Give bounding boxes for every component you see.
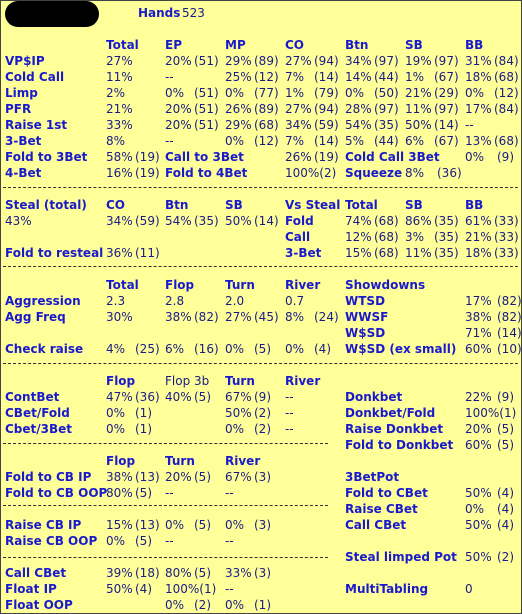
stat-value: 15% <box>106 518 133 532</box>
stat-count: (89) <box>254 102 279 116</box>
column-header: Total <box>106 278 139 292</box>
stat-value: 21% <box>106 102 133 116</box>
stat-value: 8% <box>106 134 126 148</box>
column-header: CO <box>285 38 305 52</box>
row-label: Vs Steal <box>285 198 341 212</box>
stat-count: (1) <box>254 598 271 612</box>
stat-count: (44) <box>374 134 399 148</box>
column-header: Btn <box>345 38 369 52</box>
stat-value: 0% <box>106 534 126 548</box>
stat-count: (1) <box>135 406 152 420</box>
stat-count: (3) <box>254 470 271 484</box>
column-header: River <box>225 454 261 468</box>
stat-count: (2) <box>194 598 211 612</box>
stat-value: 2.3 <box>106 294 126 308</box>
column-header: BB <box>465 38 484 52</box>
row-label: Call <box>285 230 311 244</box>
column-header: CO <box>106 198 126 212</box>
stat-value: 18% <box>465 70 492 84</box>
stat-value: 20% <box>165 102 192 116</box>
stat-count: (82) <box>497 294 522 308</box>
stat-value: 0% <box>165 598 185 612</box>
stat-value: 12% <box>345 230 372 244</box>
column-header: BB <box>465 198 484 212</box>
stat-count: (68) <box>494 134 519 148</box>
stat-count: (35) <box>194 214 219 228</box>
stat-count: (9) <box>254 390 271 404</box>
stat-value: 1% <box>405 70 425 84</box>
stat-count: (4) <box>135 582 152 596</box>
stat-value: 7% <box>285 134 305 148</box>
stat-value: 0% <box>285 342 305 356</box>
row-label: Donkbet <box>345 390 403 404</box>
row-label: Raise 1st <box>5 118 68 132</box>
stat-count: (11) <box>135 246 160 260</box>
stat-value: 20% <box>165 118 192 132</box>
stat-count: (12) <box>494 86 519 100</box>
stat-value: 86% <box>405 214 432 228</box>
stat-count: (68) <box>374 214 399 228</box>
stat-value: 0% <box>225 422 245 436</box>
stat-value: 2.0 <box>225 294 245 308</box>
stat-count: (4) <box>497 518 514 532</box>
stat-count: (50) <box>374 86 399 100</box>
stat-value: 74% <box>345 214 372 228</box>
stat-value: 0% <box>106 406 126 420</box>
row-label: WWSF <box>345 310 389 324</box>
stat-count: (97) <box>374 54 399 68</box>
stat-value: 17% <box>465 102 492 116</box>
stat-value: 27% <box>225 310 252 324</box>
stat-count: (4) <box>497 486 514 500</box>
stat-count: (2) <box>254 406 271 420</box>
stat-value: 80% <box>165 566 192 580</box>
stat-value: 61% <box>465 214 492 228</box>
stat-value: -- <box>165 134 174 148</box>
stat-count: (14) <box>314 70 339 84</box>
stat-count: (33) <box>494 246 519 260</box>
stat-count: (68) <box>254 118 279 132</box>
stat-value: 100%(1) <box>165 582 217 596</box>
stat-count: (5) <box>135 534 152 548</box>
stat-value: -- <box>225 486 234 500</box>
row-label: Call CBet <box>345 518 407 532</box>
stat-count: (68) <box>374 246 399 260</box>
stat-count: (5) <box>254 342 271 356</box>
stat-value: 40% <box>165 390 192 404</box>
stat-value: 29% <box>225 118 252 132</box>
column-header: Flop <box>106 374 136 388</box>
row-label: 4-Bet <box>5 166 42 180</box>
stat-value: 11% <box>405 102 432 116</box>
stat-value: 26% <box>285 150 312 164</box>
stat-count: (44) <box>374 70 399 84</box>
stat-count: (35) <box>374 118 399 132</box>
row-label: WTSD <box>345 294 386 308</box>
divider <box>3 557 328 558</box>
stat-value: 38% <box>465 310 492 324</box>
row-label: Steal limped Pot <box>345 550 457 564</box>
stat-count: (84) <box>494 54 519 68</box>
stat-value: -- <box>285 422 294 436</box>
stat-value: -- <box>225 582 234 596</box>
stat-value: 31% <box>465 54 492 68</box>
stat-value: 18% <box>465 246 492 260</box>
row-label: MultiTabling <box>345 582 429 596</box>
row-label: Squeeze <box>345 166 403 180</box>
stat-count: (89) <box>254 54 279 68</box>
stat-count: (9) <box>497 390 514 404</box>
stat-count: (3) <box>254 566 271 580</box>
stat-count: (19) <box>135 150 160 164</box>
section-title: Showdowns <box>345 278 426 292</box>
stat-value: 0% <box>465 150 485 164</box>
column-header: Total <box>106 38 139 52</box>
stat-value: 50% <box>405 118 432 132</box>
stat-value: 0 <box>465 582 473 596</box>
stat-value: 47% <box>106 390 133 404</box>
stat-value: 20% <box>165 470 192 484</box>
stat-value: 50% <box>225 214 252 228</box>
stat-value: 7% <box>285 70 305 84</box>
stat-count: (25) <box>135 342 160 356</box>
stat-value: 20% <box>165 54 192 68</box>
stat-value: -- <box>165 70 174 84</box>
stat-count: (68) <box>494 70 519 84</box>
stat-count: (5) <box>194 470 211 484</box>
stat-count: (97) <box>434 102 459 116</box>
stat-value: 27% <box>285 102 312 116</box>
stat-count: (5) <box>194 390 211 404</box>
stat-value: 5% <box>345 134 365 148</box>
stat-value: 0% <box>225 134 245 148</box>
stat-count: (12) <box>254 134 279 148</box>
stat-count: (45) <box>254 310 279 324</box>
stat-value: 50% <box>106 582 133 596</box>
stat-value: -- <box>465 118 474 132</box>
stat-count: (33) <box>494 214 519 228</box>
divider <box>3 505 328 506</box>
row-label: Fold to CBet <box>345 486 428 500</box>
row-label: Aggression <box>5 294 81 308</box>
stat-value: 26% <box>225 102 252 116</box>
row-label: Fold to resteal <box>5 246 104 260</box>
stat-value: 71% <box>465 326 492 340</box>
stat-value: 4% <box>106 342 126 356</box>
stat-count: (51) <box>194 102 219 116</box>
stat-value: 0% <box>106 422 126 436</box>
stat-count: (5) <box>194 518 211 532</box>
row-label: Steal (total) <box>5 198 87 212</box>
row-label: CBet/Fold <box>5 406 70 420</box>
stat-value: 34% <box>345 54 372 68</box>
row-label: Fold to CB IP <box>5 470 92 484</box>
stat-count: (5) <box>497 438 514 452</box>
divider <box>3 363 518 364</box>
stat-count: (84) <box>494 102 519 116</box>
stat-count: (97) <box>374 102 399 116</box>
row-label: Cbet/3Bet <box>5 422 73 436</box>
column-header: MP <box>225 38 246 52</box>
stat-value: 2% <box>106 86 126 100</box>
stat-value: 25% <box>225 70 252 84</box>
stat-value: 0% <box>225 342 245 356</box>
column-header: Flop <box>165 278 195 292</box>
row-label: Agg Freq <box>5 310 66 324</box>
stat-count: (68) <box>374 230 399 244</box>
column-header: Total <box>345 198 378 212</box>
row-label: PFR <box>5 102 32 116</box>
stat-value: 6% <box>165 342 185 356</box>
stat-value: -- <box>165 534 174 548</box>
stat-value: 100%(2) <box>285 166 337 180</box>
stat-count: (67) <box>434 70 459 84</box>
stat-value: 30% <box>106 310 133 324</box>
stat-value: 43% <box>5 214 32 228</box>
stat-value: 0% <box>465 86 485 100</box>
row-label: Float IP <box>5 582 57 596</box>
stat-count: (9) <box>497 150 514 164</box>
stat-count: (35) <box>434 246 459 260</box>
stat-count: (97) <box>434 54 459 68</box>
row-label: Call to 3Bet <box>165 150 244 164</box>
hands-label: Hands <box>138 6 181 20</box>
stat-value: -- <box>285 406 294 420</box>
stat-value: 8% <box>405 166 425 180</box>
stat-value: 0.7 <box>285 294 305 308</box>
stat-value: 34% <box>106 214 133 228</box>
stat-count: (59) <box>135 214 160 228</box>
stat-count: (77) <box>254 86 279 100</box>
stat-count: (2) <box>254 422 271 436</box>
stat-count: (13) <box>135 518 160 532</box>
stat-count: (19) <box>314 150 339 164</box>
stat-count: (5) <box>497 422 514 436</box>
stat-count: (51) <box>194 54 219 68</box>
row-label: Fold to Donkbet <box>345 438 454 452</box>
stat-count: (5) <box>194 566 211 580</box>
stat-count: (82) <box>194 310 219 324</box>
stat-value: 67% <box>225 390 252 404</box>
column-header: Turn <box>225 278 255 292</box>
stat-value: 39% <box>106 566 133 580</box>
column-header: Turn <box>165 454 195 468</box>
stat-count: (14) <box>254 214 279 228</box>
row-label: Check raise <box>5 342 84 356</box>
row-label: W$SD (ex small) <box>345 342 457 356</box>
stat-value: 6% <box>405 134 425 148</box>
player-name-redacted <box>5 1 99 27</box>
row-label: Float OOP <box>5 598 73 612</box>
row-label: Cold Call <box>5 70 65 84</box>
stat-value: -- <box>285 390 294 404</box>
stat-value: 54% <box>345 118 372 132</box>
row-label: Raise CB OOP <box>5 534 98 548</box>
column-header: Flop 3b <box>165 374 210 388</box>
stat-value: -- <box>165 486 174 500</box>
stat-count: (14) <box>314 134 339 148</box>
stat-value: 0% <box>225 598 245 612</box>
stat-value: 20% <box>465 422 492 436</box>
stat-value: 2.8 <box>165 294 185 308</box>
row-label: Fold to 3Bet <box>5 150 88 164</box>
column-header: EP <box>165 38 182 52</box>
stat-count: (33) <box>494 230 519 244</box>
stat-count: (12) <box>254 70 279 84</box>
stat-value: 1% <box>285 86 305 100</box>
hands-value: 523 <box>182 6 205 20</box>
stat-value: 0% <box>465 502 485 516</box>
divider <box>3 443 328 444</box>
stat-value: 33% <box>106 118 133 132</box>
stat-count: (18) <box>135 566 160 580</box>
stat-value: 60% <box>465 342 492 356</box>
stat-value: 11% <box>106 70 133 84</box>
stat-count: (35) <box>434 230 459 244</box>
stat-count: (14) <box>497 326 522 340</box>
stat-value: 13% <box>465 134 492 148</box>
stat-count: (59) <box>314 118 339 132</box>
stat-count: (2) <box>497 550 514 564</box>
stat-value: 15% <box>345 246 372 260</box>
stat-count: (82) <box>497 310 522 324</box>
stat-value: 80% <box>106 486 133 500</box>
divider <box>3 187 518 188</box>
stat-value: 19% <box>405 54 432 68</box>
row-label: Fold to CB OOP <box>5 486 108 500</box>
row-label: Fold <box>285 214 314 228</box>
stat-count: (51) <box>194 86 219 100</box>
row-label: 3-Bet <box>5 134 42 148</box>
stat-count: (19) <box>135 166 160 180</box>
stat-count: (35) <box>434 214 459 228</box>
stat-value: 14% <box>345 70 372 84</box>
row-label: Raise CB IP <box>5 518 82 532</box>
stat-value: 27% <box>285 54 312 68</box>
stat-value: 50% <box>465 550 492 564</box>
stat-value: 17% <box>465 294 492 308</box>
stat-count: (16) <box>194 342 219 356</box>
stat-value: 11% <box>405 246 432 260</box>
row-label: Cold Call 3Bet <box>345 150 440 164</box>
stat-value: 33% <box>225 566 252 580</box>
stat-count: (29) <box>434 86 459 100</box>
stat-value: 50% <box>225 406 252 420</box>
stat-value: 16% <box>106 166 133 180</box>
column-header: SB <box>225 198 243 212</box>
row-label: Raise Donkbet <box>345 422 444 436</box>
stat-value: 38% <box>165 310 192 324</box>
stat-count: (5) <box>135 486 152 500</box>
stat-count: (51) <box>194 118 219 132</box>
stat-value: 54% <box>165 214 192 228</box>
stat-value: 0% <box>345 86 365 100</box>
stat-value: 29% <box>225 54 252 68</box>
row-label: ContBet <box>5 390 60 404</box>
stat-count: (94) <box>314 54 339 68</box>
column-header: Btn <box>165 198 189 212</box>
stat-value: 34% <box>285 118 312 132</box>
section-title: 3BetPot <box>345 470 400 484</box>
stat-value: 0% <box>165 86 185 100</box>
row-label: Call CBet <box>5 566 67 580</box>
stat-value: 3% <box>405 230 425 244</box>
stat-value: 28% <box>345 102 372 116</box>
stat-value: 100%(1) <box>465 406 517 420</box>
stat-value: 21% <box>405 86 432 100</box>
column-header: Turn <box>225 374 255 388</box>
stat-count: (36) <box>437 166 462 180</box>
row-label: Limp <box>5 86 38 100</box>
stat-count: (1) <box>135 422 152 436</box>
row-label: 3-Bet <box>285 246 322 260</box>
stat-value: 50% <box>465 486 492 500</box>
stat-value: 0% <box>225 86 245 100</box>
row-label: W$SD <box>345 326 386 340</box>
stat-count: (4) <box>314 342 331 356</box>
stat-count: (67) <box>434 134 459 148</box>
stat-count: (79) <box>314 86 339 100</box>
column-header: SB <box>405 38 423 52</box>
stat-value: 50% <box>465 518 492 532</box>
divider <box>3 266 518 267</box>
stat-value: 8% <box>285 310 305 324</box>
stat-count: (3) <box>254 518 271 532</box>
row-label: Fold to 4Bet <box>165 166 248 180</box>
stat-value: 67% <box>225 470 252 484</box>
stat-count: (14) <box>434 118 459 132</box>
stat-value: -- <box>225 534 234 548</box>
column-header: River <box>285 278 321 292</box>
stat-value: 36% <box>106 246 133 260</box>
stat-value: 38% <box>106 470 133 484</box>
row-label: Donkbet/Fold <box>345 406 436 420</box>
stat-value: 27% <box>106 54 133 68</box>
row-label: VP$IP <box>5 54 45 68</box>
stat-value: 21% <box>465 230 492 244</box>
stat-count: (10) <box>497 342 522 356</box>
column-header: Flop <box>106 454 136 468</box>
stat-count: (13) <box>135 470 160 484</box>
column-header: River <box>285 374 321 388</box>
row-label: Raise CBet <box>345 502 418 516</box>
stat-value: 0% <box>225 518 245 532</box>
stat-count: (4) <box>497 502 514 516</box>
stat-value: 0% <box>165 518 185 532</box>
stat-count: (94) <box>314 102 339 116</box>
stat-value: 60% <box>465 438 492 452</box>
stat-count: (36) <box>135 390 160 404</box>
stat-count: (24) <box>314 310 339 324</box>
stat-value: 22% <box>465 390 492 404</box>
stat-value: 58% <box>106 150 133 164</box>
column-header: SB <box>405 198 423 212</box>
